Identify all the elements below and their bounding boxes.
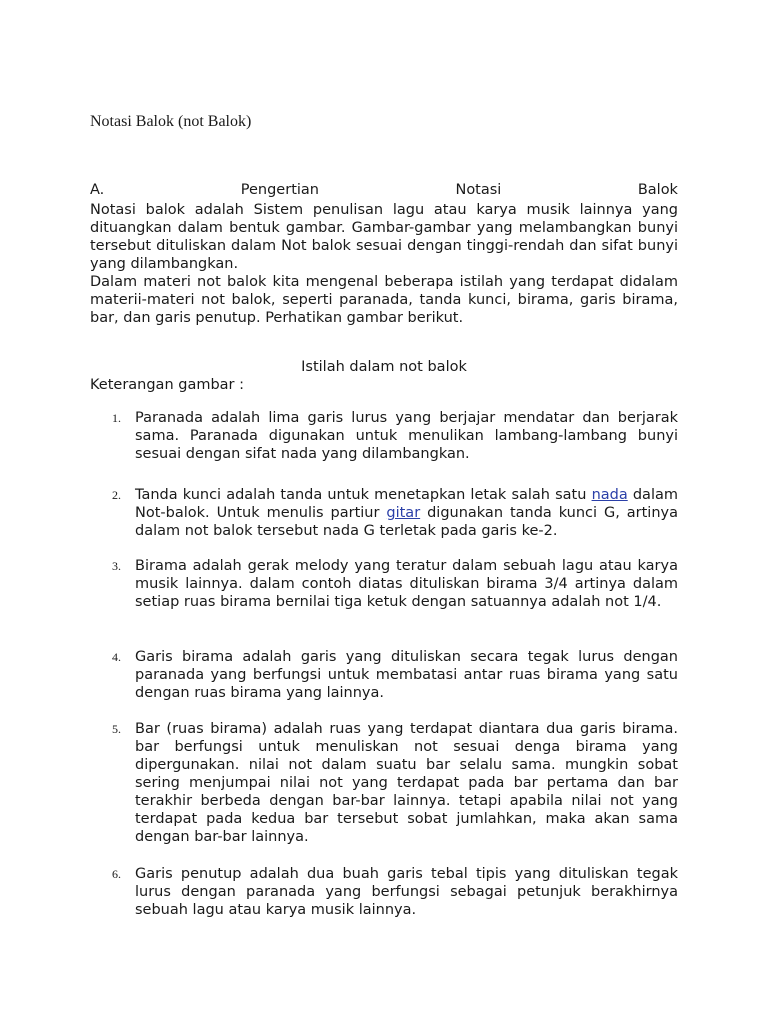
list-number: 2. [112, 488, 121, 502]
list-number: 4. [112, 650, 121, 664]
section-word-3: Balok [637, 182, 678, 198]
list-number: 6. [112, 867, 121, 881]
list-text-part: digunakan tanda kunci G, artinya dalam not balok tersebut nada G terletak pada garis ke-2. [135, 505, 678, 539]
list-text: Garis penutup adalah dua buah garis tebal tipis yang dituliskan tegak lurus dengan paranada yang berfungsi sebagai petunjuk berakhirnya sebuah lagu atau karya musik lainnya. [135, 866, 678, 918]
paragraph-definition: Notasi balok adalah Sistem penulisan lagu atau karya musik lainnya yang dituangkan dalam bentuk gambar. Gambar-gambar yang melambangkan bunyi tersebut dituliskan dalam Not balok sesuai dengan tinggi-rendah dan sifat bunyi yang dilambangkan. [90, 202, 678, 272]
section-letter: A. [90, 182, 105, 198]
list-text: Bar (ruas birama) adalah ruas yang terdapat diantara dua garis birama. bar berfungsi untuk menuliskan not sesuai denga birama yang dipergunakan. nilai not dalam suatu bar selalu sama. mungkin sobat sering menjumpai nilai not yang terdapat pada bar pertama dan bar terakhir berbeda dengan bar-bar lainnya. tetapi apabila nilai not yang terdapat pada kedua bar tersebut sobat jumlahkan, maka akan sama dengan bar-bar lainnya. [135, 721, 678, 845]
section-word-2: Notasi [455, 182, 502, 198]
section-heading [90, 181, 678, 199]
list-text: Birama adalah gerak melody yang teratur dalam sebuah lagu atau karya musik lainnya. dalam contoh diatas dituliskan birama 3/4 artinya dalam setiap ruas birama bernilai tiga ketuk dengan satuannya adalah not 1/4. [135, 558, 678, 610]
list-text: Garis birama adalah garis yang dituliskan secara tegak lurus dengan paranada yang berfungsi untuk membatasi antar ruas birama yang satu dengan ruas birama yang lainnya. [135, 649, 678, 701]
list-text: Paranada adalah lima garis lurus yang berjajar mendatar dan berjarak sama. Paranada digunakan untuk menulikan lambang-lambang bunyi sesuai dengan sifat nada yang dilambangkan. [135, 410, 678, 462]
list-text [135, 486, 678, 540]
section-word-1: Pengertian [240, 182, 319, 198]
paragraph-terms-intro: Dalam materi not balok kita mengenal beberapa istilah yang terdapat didalam materii-materi not balok, seperti paranada, tanda kunci, birama, garis birama, bar, dan garis penutup. Perhatikan gambar berikut. [90, 274, 678, 326]
figure-note-label: Keterangan gambar : [90, 377, 244, 393]
list-number: 1. [112, 411, 121, 425]
gitar-link[interactable]: gitar [386, 505, 421, 521]
nada-link[interactable]: nada [591, 487, 628, 503]
figure-caption: Istilah dalam not balok [301, 359, 467, 375]
document-title: Notasi Balok (not Balok) [90, 113, 252, 130]
list-text-part: Tanda kunci adalah tanda untuk menetapkan letak salah satu [135, 487, 592, 503]
list-number: 3. [112, 559, 121, 573]
list-text-part: dalam Not-balok. Untuk menulis partiur [135, 487, 678, 521]
list-number: 5. [112, 722, 121, 736]
